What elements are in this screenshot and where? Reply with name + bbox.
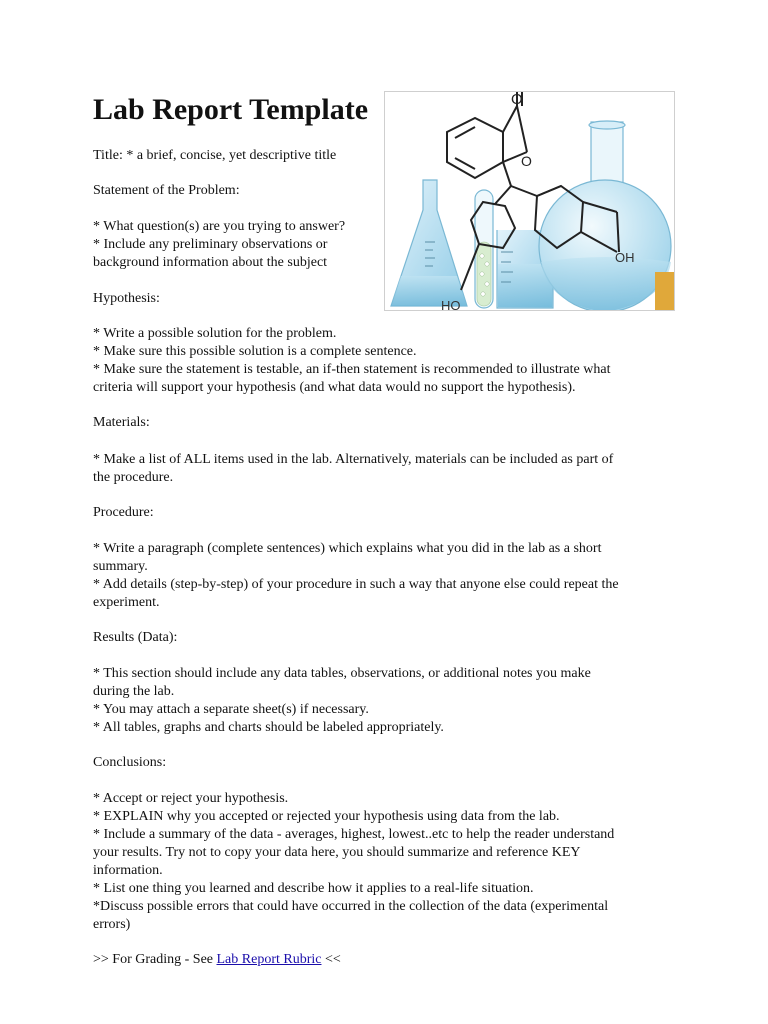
list-item: *Discuss possible errors that could have occurred in the collection of the data (experimental [93, 899, 609, 914]
list-item-continuation: information. [93, 863, 163, 878]
section-heading-procedure: Procedure: [93, 505, 154, 520]
list-item: * You may attach a separate sheet(s) if necessary. [93, 702, 369, 717]
ketone-oxygen-label: O [511, 92, 523, 108]
list-item: * All tables, graphs and charts should be labeled appropriately. [93, 720, 444, 735]
flask-molecule-icon [385, 92, 675, 311]
hydroxyl-left-label: HO [441, 298, 461, 311]
page-title: Lab Report Template [93, 93, 369, 126]
grading-suffix: << [321, 952, 341, 967]
list-item: * Make a list of ALL items used in the lab. Alternatively, materials can be included as part of [93, 452, 614, 467]
section-heading-hypothesis: Hypothesis: [93, 291, 160, 306]
ring-oxygen-label: O [521, 153, 532, 169]
grading-note [93, 951, 341, 969]
list-item: * This section should include any data tables, observations, or additional notes you make [93, 666, 591, 681]
title-instruction: Title: * a brief, concise, yet descriptive title [93, 148, 337, 163]
list-item: * Add details (step-by-step) of your procedure in such a way that anyone else could repeat the [93, 577, 619, 592]
list-item: * Accept or reject your hypothesis. [93, 791, 289, 806]
list-item: * Make sure the statement is testable, an if-then statement is recommended to illustrate what [93, 362, 611, 377]
section-heading-materials: Materials: [93, 415, 150, 430]
list-item-continuation: the procedure. [93, 470, 174, 485]
list-item-continuation: summary. [93, 559, 148, 574]
list-item-continuation: errors) [93, 917, 131, 932]
list-item-continuation: background information about the subject [93, 255, 328, 270]
list-item: * Include a summary of the data - averages, highest, lowest..etc to help the reader understand [93, 827, 615, 842]
list-item-continuation: criteria will support your hypothesis (and what data would no support the hypothesis). [93, 380, 576, 395]
grading-prefix: >> For Grading - See [93, 952, 217, 967]
chemistry-glassware-illustration [384, 91, 675, 311]
list-item-continuation: experiment. [93, 595, 160, 610]
list-item: * Include any preliminary observations or [93, 237, 328, 252]
hydroxyl-right-label: OH [615, 250, 635, 265]
lab-report-rubric-link[interactable]: Lab Report Rubric [216, 952, 322, 967]
section-heading-problem: Statement of the Problem: [93, 183, 240, 198]
list-item-continuation: during the lab. [93, 684, 175, 699]
list-item: * List one thing you learned and describe how it applies to a real-life situation. [93, 881, 534, 896]
list-item: * Write a possible solution for the problem. [93, 326, 337, 341]
list-item: * Make sure this possible solution is a complete sentence. [93, 344, 417, 359]
section-heading-results: Results (Data): [93, 630, 178, 645]
section-heading-conclusions: Conclusions: [93, 755, 167, 770]
list-item: * What question(s) are you trying to answer? [93, 219, 346, 234]
list-item: * Write a paragraph (complete sentences) which explains what you did in the lab as a short [93, 541, 602, 556]
list-item-continuation: your results. Try not to copy your data here, you should summarize and reference KEY [93, 845, 581, 860]
list-item: * EXPLAIN why you accepted or rejected your hypothesis using data from the lab. [93, 809, 560, 824]
